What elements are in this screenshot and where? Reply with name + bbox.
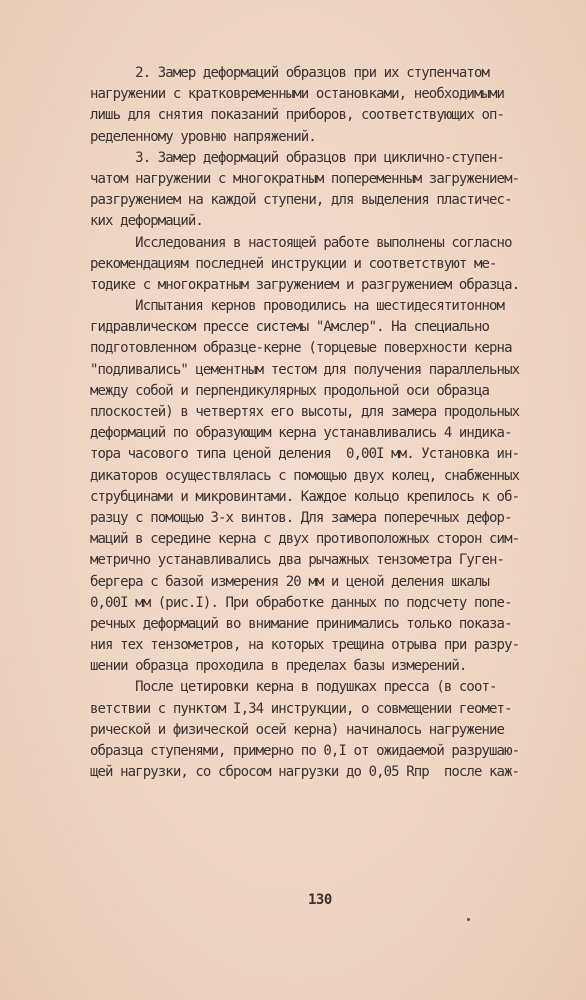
text-line: "подливались" цементным тестом для получения параллельных: [90, 361, 520, 378]
text-line: рекомендациям последней инструкции и соответствуют ме-: [90, 255, 497, 272]
text-line: струбцинами и микровинтами. Каждое кольцо крепилось к об-: [90, 488, 520, 505]
text-line: ределенному уровню напряжений.: [90, 128, 316, 145]
text-line: рической и физической осей керна) начиналось нагружение: [90, 721, 505, 738]
text-line: образца ступенями, примерно по 0,I от ожидаемой разрушаю-: [90, 743, 520, 759]
text-line: Исследования в настоящей работе выполнены согласно: [90, 234, 512, 251]
text-line: нагружении с кратковременными остановками, необходимыми: [90, 86, 505, 103]
text-line: разгружением на каждой ступени, для выделения пластичес-: [90, 192, 512, 209]
page-number: 130: [308, 892, 332, 908]
text-line: между собой и перпендикулярных продольной оси образца: [90, 382, 490, 399]
text-line: тодике с многократным загружением и разгружением образца.: [90, 276, 520, 293]
text-line: После цетировки керна в подушках пресса (в соот-: [90, 679, 497, 696]
text-line: гидравлическом прессе системы "Амслер". На специально: [90, 319, 490, 336]
text-line: 0,00I мм (рис.I). При обработке данных по подсчету попе-: [90, 594, 512, 611]
text-line: 2. Замер деформаций образцов при их ступенчатом: [90, 65, 490, 81]
text-line: шении образца проходила в пределах базы измерений.: [90, 658, 467, 675]
text-line: 3. Замер деформаций образцов при циклично-ступен-: [90, 149, 505, 166]
text-line: бергера с базой измерения 20 мм и ценой деления шкалы: [90, 573, 490, 590]
text-line: деформаций по образующим керна устанавливались 4 индика-: [90, 425, 512, 442]
body-text: [90, 63, 586, 783]
text-line: ветствии с пунктом I,34 инструкции, о совмещении геомет-: [90, 700, 512, 717]
text-line: ких деформаций.: [90, 213, 203, 230]
text-line: маций в середине керна с двух противоположных сторон сим-: [90, 531, 520, 548]
text-line: метрично устанавливались два рычажных тензометра Гуген-: [90, 552, 505, 569]
text-line: чатом нагружении с многократным попеременным загружением-: [90, 170, 520, 187]
ink-speck: [467, 918, 470, 921]
text-line: тора часового типа ценой деления 0,00I мм. Установка ин-: [90, 446, 520, 463]
text-line: дикаторов осуществлялась с помощью двух колец, снабженных: [90, 467, 520, 484]
text-line: разцу с помощью 3-х винтов. Для замера поперечных дефор-: [90, 509, 512, 526]
text-line: ния тех тензометров, на которых трещина отрыва при разру-: [90, 637, 520, 654]
text-line: речных деформаций во внимание принимались только показа-: [90, 615, 512, 632]
text-line: плоскостей) в четвертях его высоты, для замера продольных: [90, 404, 520, 420]
text-line: лишь для снятия показаний приборов, соответствующих оп-: [90, 107, 505, 124]
text-line: Испытания кернов проводились на шестидесятитонном: [90, 298, 505, 315]
text-line: подготовленном образце-керне (торцевые поверхности керна: [90, 340, 512, 357]
text-line: щей нагрузки, со сбросом нагрузки до 0,05 Rпр после каж-: [90, 764, 520, 781]
